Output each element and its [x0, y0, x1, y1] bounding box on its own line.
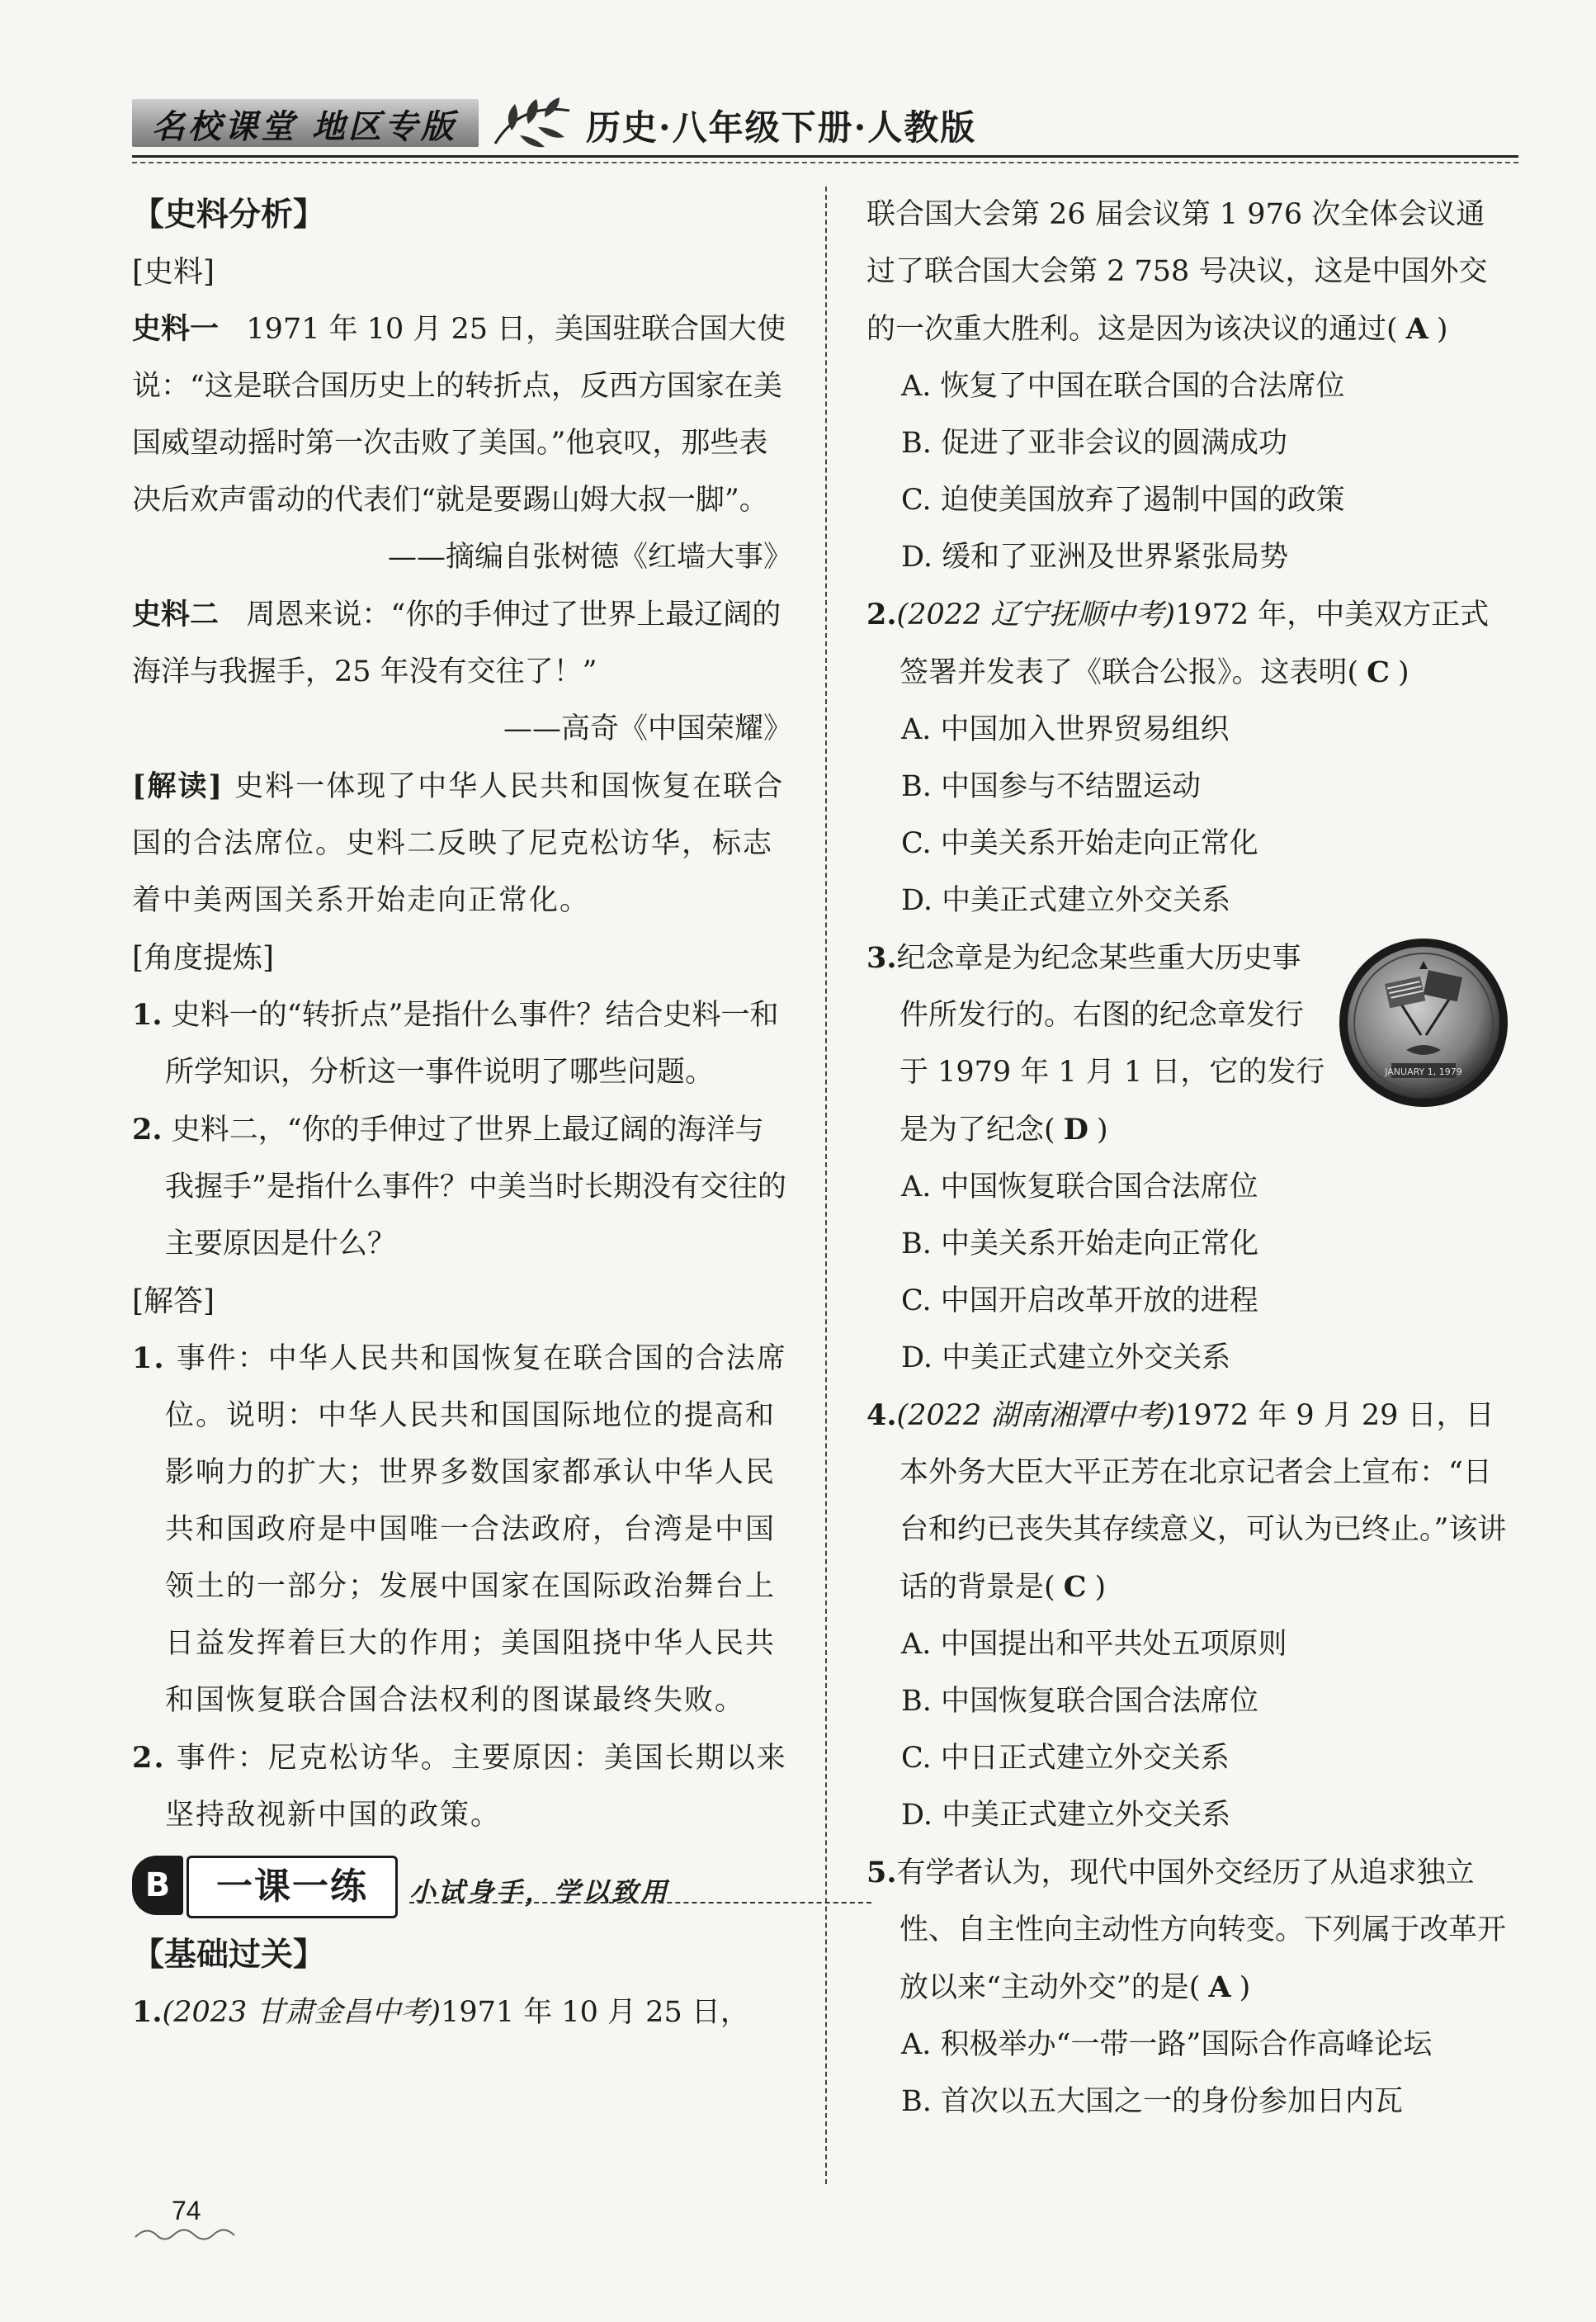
banner-letter: B	[132, 1856, 183, 1915]
question-3-stem: 3.纪念章是为纪念某些重大历史事件所发行的。右图的纪念章发行于 1979 年 1 月 1 日，它的发行是为了纪念( D )	[866, 941, 1325, 1147]
question-3-answer: D	[1063, 1113, 1089, 1147]
analysis-question-1: 1. 史料一的“转折点”是指什么事件？结合史料一和所学知识，分析这一事件说明了哪些问题。	[132, 998, 779, 1089]
question-3-option-a: A. 中国恢复联合国合法席位	[901, 1170, 1258, 1204]
question-1-answer: A	[1405, 312, 1428, 346]
question-2-option-a: A. 中国加入世界贸易组织	[901, 713, 1230, 746]
source-one	[132, 300, 792, 529]
question-5-option-b: B. 首次以五大国之一的身份参加日内瓦	[901, 2085, 1403, 2118]
right-column	[866, 187, 1510, 2130]
source-one-text: 1971 年 10 月 25 日，美国驻联合国大使说：“这是联合国历史上的转折点，反西方国家在美国威望动摇时第一次击败了美国。”他哀叹，那些表决后欢声雷动的代表们“就是要踢山姆大叔一脚”。	[132, 313, 786, 517]
question-2-option-c: C. 中美关系开始走向正常化	[901, 827, 1258, 860]
practice-banner	[132, 1852, 792, 1922]
question-4-answer: C	[1063, 1570, 1087, 1604]
analysis-answer-2: 2. 事件：尼克松访华。主要原因：美国长期以来坚持敌视新中国的政策。	[132, 1741, 787, 1832]
question-2-answer: C	[1367, 655, 1391, 689]
column-divider	[825, 187, 827, 2184]
interpretation	[132, 758, 792, 929]
question-2-option-b: B. 中国参与不结盟运动	[901, 770, 1201, 803]
question-1-start: 1.(2023 甘肃金昌中考)1971 年 10 月 25 日，	[132, 1995, 749, 2029]
question-4-option-d: D. 中美正式建立外交关系	[901, 1799, 1231, 1832]
banner-title: 一课一练	[187, 1856, 398, 1918]
question-1-option-d: D. 缓和了亚洲及世界紧张局势	[901, 541, 1289, 574]
source-two-label: 史料二	[132, 598, 220, 631]
question-2-option-d: D. 中美正式建立外交关系	[901, 884, 1231, 917]
subhead-answer: [解答]	[132, 1284, 215, 1318]
question-1-option-a: A. 恢复了中国在联合国的合法席位	[901, 370, 1345, 403]
source-one-citation: ——摘编自张树德《红墙大事》	[387, 541, 792, 574]
analysis-question-2: 2. 史料二，“你的手伸过了世界上最辽阔的海洋与我握手”是指什么事件？中美当时长期没有交往的主要原因是什么？	[132, 1113, 786, 1260]
interpretation-label: [解读]	[132, 769, 224, 803]
banner-dashed-line	[409, 1902, 871, 1903]
question-4-option-c: C. 中日正式建立外交关系	[901, 1742, 1230, 1775]
commemorative-medal-image	[1337, 936, 1510, 1109]
header-rule	[132, 155, 1518, 158]
banner-slogan: 小试身手，学以致用	[409, 1876, 670, 1908]
page-header	[132, 92, 1518, 167]
source-two-citation: ——高奇《中国荣耀》	[503, 712, 792, 745]
subhead-angle: [角度提炼]	[132, 941, 275, 975]
question-4: 4.(2022 湖南湘潭中考)1972 年 9 月 29 日，日本外务大臣大平正芳在北京记者会上宣布：“日台和约已丧失其存续意义，可认为已终止。”该讲话的背景是( C )	[866, 1398, 1507, 1604]
question-3	[866, 929, 1510, 1159]
brand-label: 名校课堂 地区专版	[152, 107, 457, 146]
leaf-ornament-icon	[487, 94, 578, 152]
section-title-analysis: 【史料分析】	[132, 196, 326, 234]
question-4-option-a: A. 中国提出和平共处五项原则	[901, 1628, 1287, 1661]
question-5-answer: A	[1208, 1970, 1231, 2004]
question-5: 5.有学者认为，现代中国外交经历了从追求独立性、自主性向主动性方向转变。下列属于改革开放以来“主动外交”的是( A )	[866, 1856, 1507, 2004]
source-two-text: 周恩来说：“你的手伸过了世界上最辽阔的海洋与我握手，25 年没有交往了！”	[132, 598, 781, 688]
section-title-basic: 【基础过关】	[132, 1936, 326, 1974]
interpretation-text: 史料一体现了中华人民共和国恢复在联合国的合法席位。史料二反映了尼克松访华，标志着中美两国关系开始走向正常化。	[132, 770, 785, 917]
question-2: 2.(2022 辽宁抚顺中考)1972 年，中美双方正式签署并发表了《联合公报》。这表明( C )	[866, 598, 1490, 689]
question-3-option-b: B. 中美关系开始走向正常化	[901, 1227, 1258, 1260]
question-1-option-c: C. 迫使美国放弃了遏制中国的政策	[901, 484, 1345, 517]
book-title: 历史·八年级下册·人教版	[586, 107, 977, 148]
question-1-option-b: B. 促进了亚非会议的圆满成功	[901, 427, 1287, 460]
question-3-option-d: D. 中美正式建立外交关系	[901, 1341, 1231, 1374]
question-3-option-c: C. 中国开启改革开放的进程	[901, 1284, 1258, 1317]
analysis-answer-1: 1. 事件：中华人民共和国恢复在联合国的合法席位。说明：中华人民共和国国际地位的提高和影响力的扩大；世界多数国家都承认中华人民共和国政府是中国唯一合法政府，台湾是中国领土的一部分；发展中国家在国际政治舞台上日益发挥着巨大的作用；美国阻挠中华人民共和国恢复联合国合法权利的图谋最终失败。	[132, 1341, 787, 1717]
footer-swirl-icon	[132, 2222, 248, 2247]
source-one-label: 史料一	[132, 312, 220, 346]
page-number: 74	[172, 2196, 201, 2225]
subhead-shiliao: [史料]	[132, 255, 215, 289]
question-5-option-a: A. 积极举办“一带一路”国际合作高峰论坛	[901, 2028, 1433, 2061]
question-4-option-b: B. 中国恢复联合国合法席位	[901, 1685, 1258, 1718]
question-1-continued: 联合国大会第 26 届会议第 1 976 次全体会议通过了联合国大会第 2 758 号决议，这是中国外交的一次重大胜利。这是因为该决议的通过( A )	[866, 198, 1488, 346]
source-two	[132, 586, 792, 701]
medal-inscription: JANUARY 1, 1979	[1385, 1066, 1462, 1077]
left-column	[132, 187, 792, 2041]
header-dashed-rule	[132, 162, 1518, 163]
